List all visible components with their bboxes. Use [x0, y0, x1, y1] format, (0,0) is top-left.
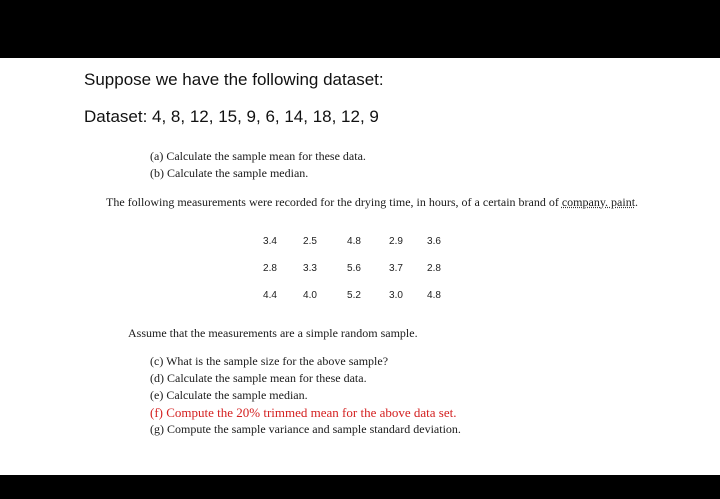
table-cell: 4.4	[263, 290, 277, 301]
table-cell: 2.9	[389, 236, 403, 247]
top-black-bar	[0, 0, 720, 58]
table-cell: 3.3	[303, 263, 317, 274]
question-a: (a) Calculate the sample mean for these data.	[150, 149, 366, 163]
table-cell: 2.8	[427, 263, 441, 274]
question-e: (e) Calculate the sample median.	[150, 388, 308, 402]
table-cell: 4.8	[427, 290, 441, 301]
question-c: (c) What is the sample size for the above sample?	[150, 354, 389, 368]
question-g: (g) Compute the sample variance and sample standard deviation.	[150, 422, 461, 436]
table-cell: 3.6	[427, 236, 441, 247]
table-cell: 4.8	[347, 236, 361, 247]
table-cell: 3.4	[263, 236, 277, 247]
table-cell: 3.7	[389, 263, 403, 274]
intro-heading: Suppose we have the following dataset:	[84, 70, 384, 89]
question-b: (b) Calculate the sample median.	[150, 166, 309, 180]
paragraph-underlined: company. paint	[561, 195, 636, 209]
table-cell: 2.5	[303, 236, 317, 247]
paragraph-tail: .	[635, 195, 639, 209]
table-cell: 2.8	[263, 263, 277, 274]
measurement-paragraph	[106, 193, 666, 211]
paragraph-text: The following measurements were recorded for the drying time, in hours, of a certain brand of	[106, 195, 559, 209]
bottom-black-bar	[0, 475, 720, 499]
table-cell: 5.6	[347, 263, 361, 274]
question-f-highlighted: (f) Compute the 20% trimmed mean for the above data set.	[150, 405, 457, 420]
dataset-line: Dataset: 4, 8, 12, 15, 9, 6, 14, 18, 12, 9	[84, 107, 379, 126]
document-page	[0, 58, 720, 475]
question-list-ab	[150, 148, 366, 182]
assumption-text: Assume that the measurements are a simple random sample.	[128, 326, 418, 340]
table-cell: 5.2	[347, 290, 361, 301]
table-cell: 4.0	[303, 290, 317, 301]
question-d: (d) Calculate the sample mean for these data.	[150, 371, 367, 385]
question-list-cg	[150, 353, 461, 438]
table-cell: 3.0	[389, 290, 403, 301]
